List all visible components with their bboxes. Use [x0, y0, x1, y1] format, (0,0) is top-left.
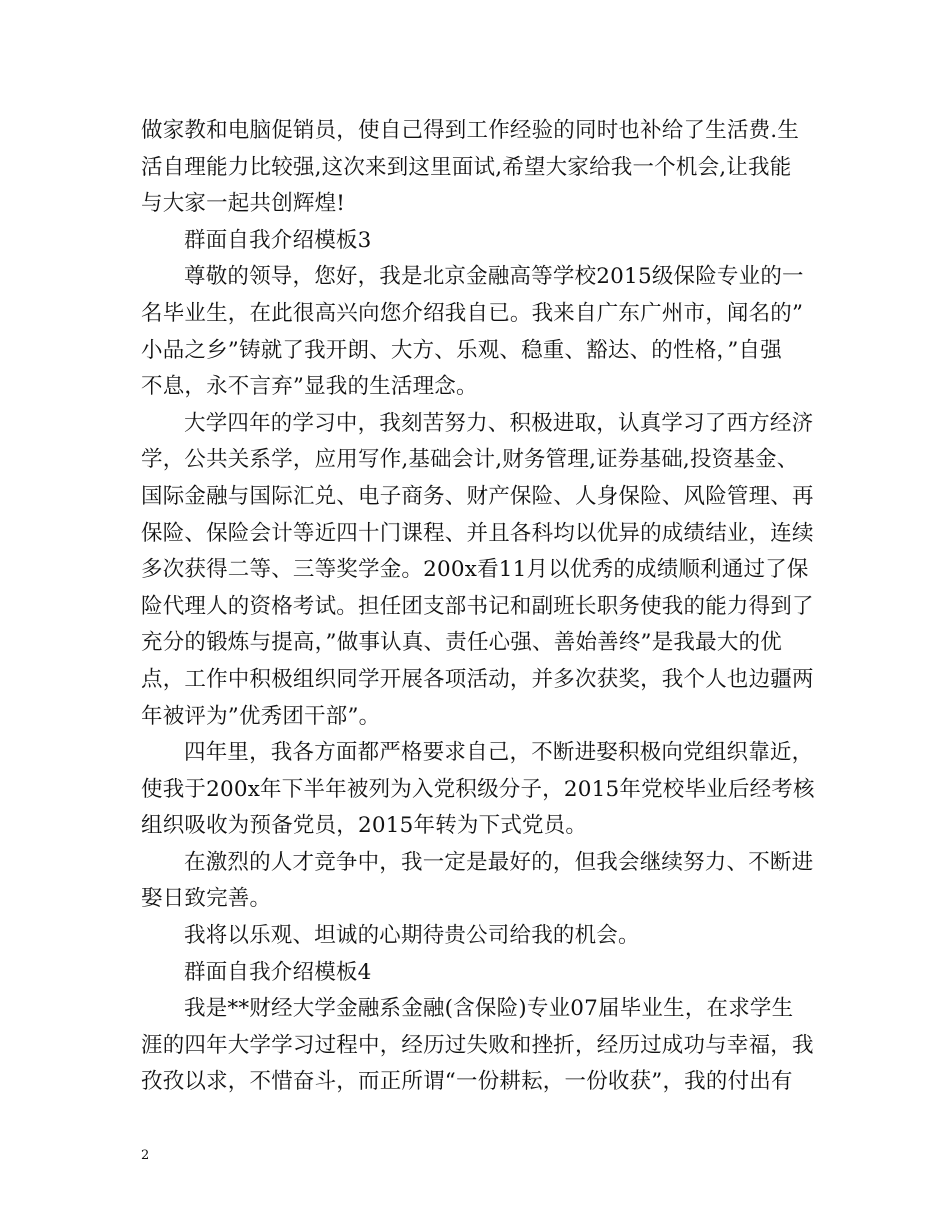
- text-line: 做家教和电脑促销员，使自己得到工作经验的同时也补给了生活费.生: [141, 118, 800, 143]
- text-line: 国际金融与国际汇兑、电子商务、财产保险、人身保险、风险管理、再: [141, 483, 814, 509]
- text-line: 孜孜以求，不惜奋斗，而正所谓“一份耕耘，一份收获”，我的付出有: [141, 1069, 793, 1095]
- text-line: 年被评为”优秀团干部”。: [141, 703, 381, 729]
- text-line: 娶日致完善。: [141, 886, 272, 912]
- text-line: 学，公共关系学，应用写作,基础会计,财务管理,证券基础,投资基金、: [141, 447, 799, 473]
- text-line: 险代理人的资格考试。担任团支部书记和副班长职务使我的能力得到了: [141, 593, 814, 619]
- text-line: 多次获得二等、三等奖学金。200x看11月以优秀的成绩顺利通过了保: [141, 557, 809, 583]
- text-line: 我是**财经大学金融系金融(含保险)专业07届毕业生，在求学生: [184, 996, 794, 1022]
- text-line: 大学四年的学习中，我刻苦努力、积极进取，认真学习了西方经济: [184, 410, 814, 436]
- text-line: 名毕业生，在此很高兴向您介绍我自已。我来自广东广州市，闻名的”: [141, 300, 804, 326]
- text-line: 不息，永不言弃”显我的生活理念。: [141, 374, 478, 400]
- document-body: [141, 113, 813, 1101]
- text-line: 组织吸收为预备党员，2015年转为下式党员。: [141, 813, 588, 839]
- text-line: 群面自我介绍模板3: [184, 227, 372, 253]
- text-line: 与大家一起共创辉煌!: [141, 191, 346, 217]
- text-line: 充分的锻炼与提高，”做事认真、责任心强、善始善终”是我最大的优: [141, 630, 782, 656]
- text-line: 小品之乡”铸就了我开朗、大方、乐观、稳重、豁达、的性格，”自强: [141, 337, 782, 363]
- text-line: 活自理能力比较强,这次来到这里面试,希望大家给我一个机会,让我能: [141, 154, 792, 180]
- text-line: 涯的四年大学学习过程中，经历过失败和挫折，经历过成功与幸福，我: [141, 1032, 814, 1058]
- text-line: 尊敬的领导，您好，我是北京金融高等学校2015级保险专业的一: [184, 264, 804, 290]
- text-line: 在激烈的人才竞争中，我一定是最好的，但我会继续努力、不断进: [184, 849, 814, 875]
- text-line: 群面自我介绍模板4: [184, 959, 372, 985]
- page-number: 2: [141, 1148, 150, 1163]
- text-line: 点，工作中积极组织同学开展各项活动，并多次获奖，我个人也边疆两: [141, 666, 814, 692]
- text-line: 四年里，我各方面都严格要求自己，不断进娶积极向党组织靠近，: [184, 740, 814, 766]
- text-line: 我将以乐观、坦诚的心期待贵公司给我的机会。: [184, 923, 640, 949]
- text-line: 使我于200x年下半年被列为入党积级分子，2015年党校毕业后经考核: [141, 776, 815, 802]
- text-line: 保险、保险会计等近四十门课程、并且各科均以优异的成绩结业，连续: [141, 520, 814, 546]
